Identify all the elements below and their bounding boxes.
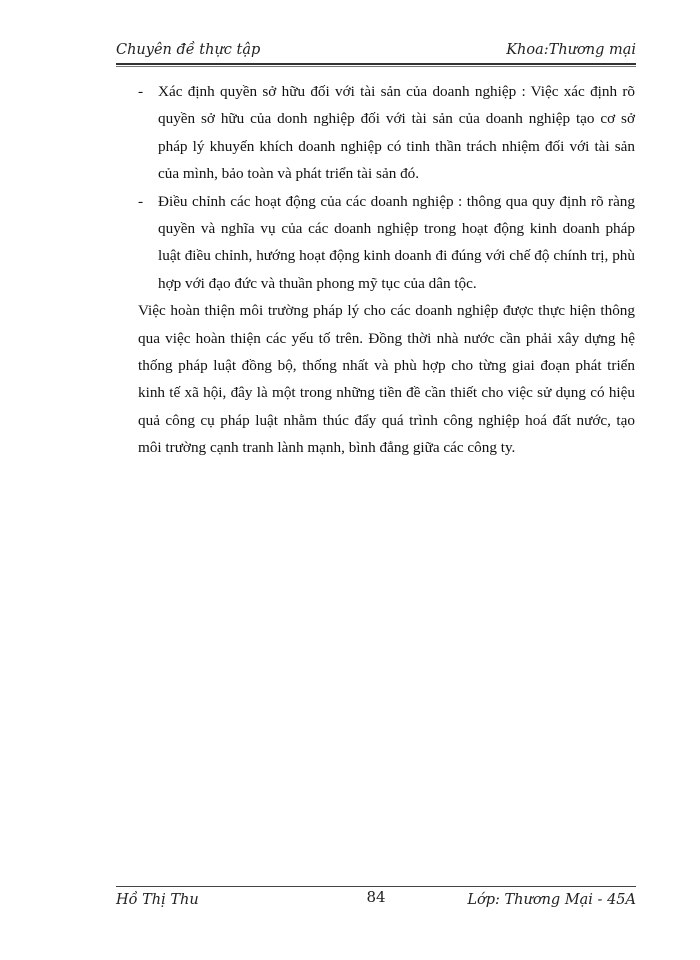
header-rule-thin xyxy=(116,66,636,67)
body-paragraph: Việc hoàn thiện môi trường pháp lý cho các doanh nghiệp được thực hiện thông qua việc hoàn thiện các yếu tố trên. Đồng thời nhà nước cần phải xây dựng hệ thống pháp luật đồng bộ, thống nhất và phù hợp cho từng giai đoạn phát triển kinh tế xã hội, đây là một trong những tiền đề cần thiết cho việc sử dụng có hiệu quả công cụ pháp luật nhằm thúc đẩy quá trình công nghiệp hoá đất nước, tạo môi trường cạnh tranh lành mạnh, bình đẳng giữa các công ty. xyxy=(138,302,635,457)
bullet-marker: - xyxy=(138,192,144,210)
bullet-text: Xác định quyền sở hữu đối với tài sản của doanh nghiệp : Việc xác định rõ quyền sở hữu của donh nghiệp đối với tài sản của doanh nghiệp tạo cơ sở pháp lý khuyến khích doanh nghiệp có tinh thần trách nhiệm đối với tài sản của mình, bảo toàn và phát triển tài sản đó. xyxy=(158,83,635,183)
footer-class: Lớp: Thương Mại - 45A xyxy=(467,892,636,908)
header-department: Khoa:Thương mại xyxy=(506,42,636,58)
bullet-text: Điều chỉnh các hoạt động của các doanh nghiệp : thông qua quy định rõ ràng quyền và nghĩa vụ của các doanh nghiệp trong hoạt động kinh doanh pháp luật điều chỉnh, hướng hoạt động kinh doanh đi đúng với chế độ chính trị, phù hợp với đạo đức và thuần phong mỹ tục của dân tộc. xyxy=(158,192,635,292)
header-rule xyxy=(116,63,636,65)
page-header xyxy=(116,40,636,62)
bullet-marker: - xyxy=(138,83,144,100)
bullet-item xyxy=(138,78,635,188)
bullet-item xyxy=(138,188,635,298)
page-number: 84 xyxy=(366,888,386,906)
page-body xyxy=(138,78,635,477)
page-footer xyxy=(116,890,636,912)
footer-author: Hồ Thị Thu xyxy=(116,892,199,908)
footer-rule xyxy=(116,886,636,887)
header-title: Chuyên đề thực tập xyxy=(116,42,261,58)
